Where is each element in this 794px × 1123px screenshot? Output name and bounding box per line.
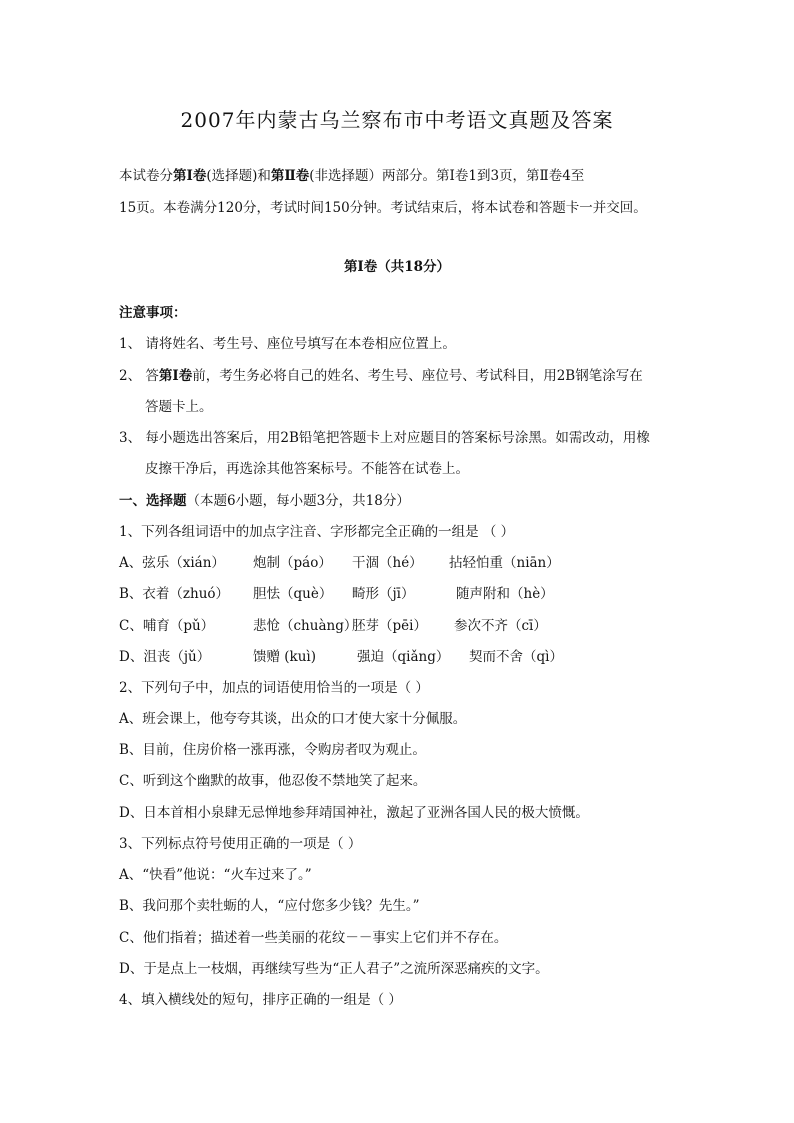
section-title: 第Ⅰ卷（共18分） [343, 259, 451, 275]
note-3-continued: 皮擦干净后，再选涂其他答案标号。不能答在试卷上。 [145, 461, 469, 477]
intro-text: (非选择题）两部分。第Ⅰ卷1到3页，第Ⅱ卷4至 [309, 168, 585, 184]
intro-part2-label: 第Ⅱ卷 [270, 168, 310, 184]
intro-part1-label: 第Ⅰ卷 [173, 168, 207, 184]
q3-stem: 3、下列标点符号使用正确的一项是（ ） [119, 836, 362, 852]
q1-option-item: A、弦乐（xián） [119, 555, 225, 571]
q1-option-item: 拈轻怕重（niān） [449, 555, 560, 571]
q1-option-item: 胚芽（pēi） [352, 618, 427, 634]
q1-option-item: 参次不齐（cī） [454, 618, 547, 634]
q1-option-item: C、哺育（pǔ） [119, 618, 215, 634]
q1-option-item: D、沮丧（jǔ） [119, 649, 211, 665]
q3-option-c: C、他们指着；描述着一些美丽的花纹－－事实上它们并不存在。 [119, 930, 508, 946]
note-text: 前，考生务必将自己的姓名、考生号、座位号、考试科目，用2B钢笔涂写在 [192, 368, 643, 384]
q1-option-item: 干涸（hé） [352, 555, 423, 571]
q1-option-item: B、衣着（zhuó） [119, 586, 230, 602]
q1-option-item: 契而不舍（qì） [469, 649, 563, 665]
q1-option-a [119, 551, 679, 571]
q1-option-b [119, 582, 679, 602]
q3-option-a: A、“快看”他说：“火车过来了。” [119, 867, 312, 883]
intro-text: 本试卷分 [119, 168, 173, 184]
note-part1-label: 第Ⅰ卷 [158, 368, 193, 384]
q1-option-item: 炮制（páo） [253, 555, 332, 571]
q1-option-item: 悲怆（chuàng） [253, 618, 358, 634]
note-text: 2、 答 [119, 368, 159, 384]
q1-option-c [119, 614, 679, 634]
q3-option-b: B、我问那个卖牡蛎的人，“应付您多少钱？先生。” [119, 898, 420, 914]
q2-option-b: B、目前，住房价格一涨再涨，令购房者叹为观止。 [119, 742, 426, 758]
intro-line-1 [119, 160, 675, 192]
part1-heading [119, 489, 410, 509]
part1-note: （本题6小题，每小题3分，共18分） [186, 493, 410, 509]
note-2-continued: 答题卡上。 [145, 399, 213, 415]
note-2 [119, 364, 643, 384]
note-1: 1、 请将姓名、考生号、座位号填写在本卷相应位置上。 [119, 336, 456, 352]
q1-option-item: 胆怯（què） [253, 586, 333, 602]
q2-option-d: D、日本首相小泉肆无忌惮地参拜靖国神社，激起了亚洲各国人民的极大愤慨。 [119, 805, 589, 821]
note-3: 3、 每小题选出答案后，用2B铅笔把答题卡上对应题目的答案标号涂黑。如需改动，用橡 [119, 430, 650, 446]
q2-option-c: C、听到这个幽默的故事，他忍俊不禁地笑了起来。 [119, 773, 427, 789]
part1-title: 一、选择题 [119, 493, 187, 509]
q2-stem: 2、下列句子中，加点的词语使用恰当的一项是（ ） [119, 680, 429, 696]
q1-option-item: 馈赠 (kuì) [253, 649, 317, 665]
page-title: 2007年内蒙古乌兰察布市中考语文真题及答案 [180, 108, 614, 132]
q1-option-d [119, 645, 679, 665]
q1-option-item: 随声附和（hè） [456, 586, 554, 602]
q4-stem: 4、填入横线处的短句，排序正确的一组是（ ） [119, 992, 402, 1008]
q3-option-d: D、于是点上一枝烟，再继续写些为“正人君子”之流所深恶痛疾的文字。 [119, 961, 549, 977]
q1-option-item: 畸形（jī） [352, 586, 415, 602]
intro-paragraph [119, 160, 675, 224]
q1-option-item: 强迫（qiǎng） [357, 649, 450, 665]
q1-stem: 1、下列各组词语中的加点字注音、字形都完全正确的一组是 （ ） [119, 524, 515, 540]
q2-option-a: A、班会课上，他夸夸其谈，出众的口才使大家十分佩服。 [119, 711, 467, 727]
notes-heading: 注意事项： [119, 305, 187, 321]
intro-text: (选择题)和 [206, 168, 271, 184]
intro-line-2: 15页。本卷满分120分，考试时间150分钟。考试结束后，将本试卷和答题卡一并交回。 [119, 200, 647, 216]
